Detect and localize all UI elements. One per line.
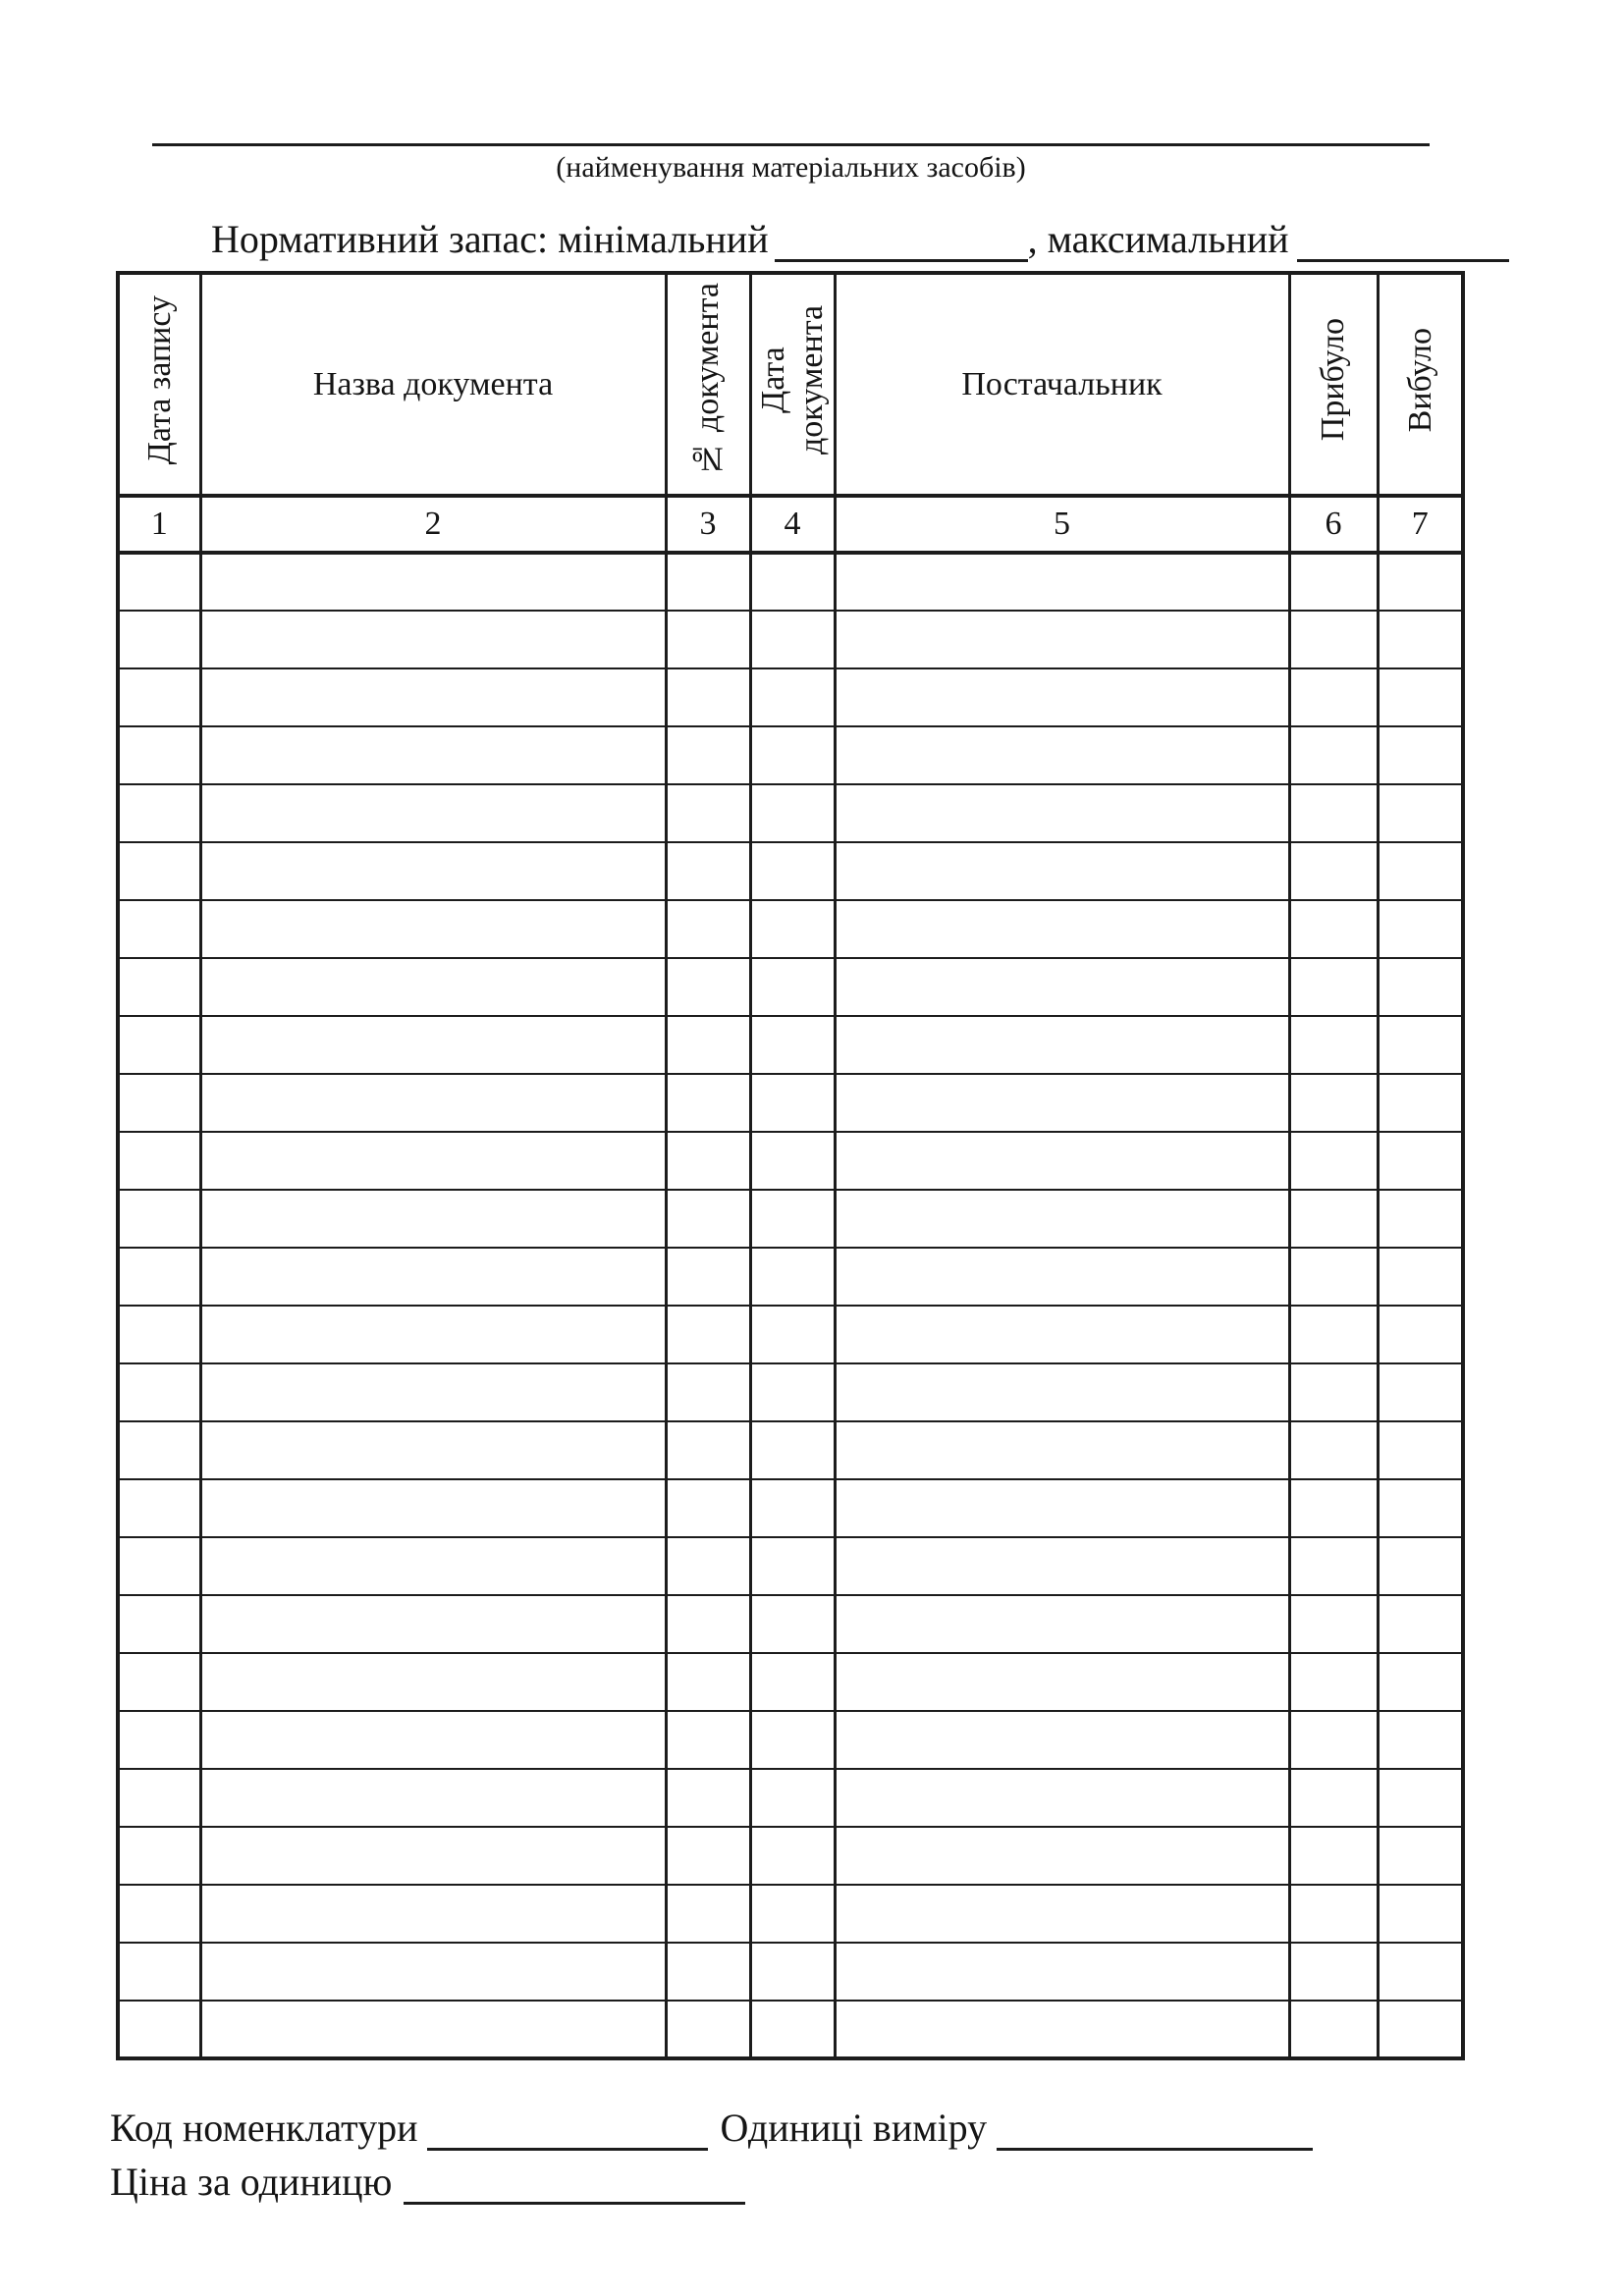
table-cell	[666, 2001, 750, 2058]
table-cell	[666, 1943, 750, 2001]
table-cell	[750, 1306, 835, 1363]
table-cell	[1378, 784, 1463, 842]
table-cell	[750, 1653, 835, 1711]
table-cell	[835, 1653, 1289, 1711]
table-cell	[200, 842, 666, 900]
table-cell	[835, 900, 1289, 958]
table-cell	[1289, 668, 1378, 726]
table-row	[118, 2001, 1463, 2058]
table-cell	[200, 1943, 666, 2001]
table-cell	[200, 1595, 666, 1653]
table-row	[118, 1132, 1463, 1190]
table-cell	[666, 1711, 750, 1769]
table-cell	[118, 1363, 200, 1421]
table-cell	[1378, 1827, 1463, 1885]
norm-min-label: Нормативний запас: мінімальний	[211, 217, 769, 261]
table-cell	[1289, 1248, 1378, 1306]
table-cell	[666, 900, 750, 958]
table-cell	[666, 1306, 750, 1363]
table-cell	[200, 1479, 666, 1537]
table-cell	[200, 1363, 666, 1421]
table-cell	[750, 611, 835, 668]
table-cell	[1289, 1537, 1378, 1595]
table-cell	[835, 1306, 1289, 1363]
table-cell	[666, 1132, 750, 1190]
table-cell	[750, 1190, 835, 1248]
table-cell	[666, 1074, 750, 1132]
nomenclature-code-blank	[427, 2109, 708, 2151]
table-cell	[835, 1943, 1289, 2001]
table-cell	[1289, 611, 1378, 668]
table-row	[118, 842, 1463, 900]
table-cell	[750, 1421, 835, 1479]
table-cell	[1378, 1190, 1463, 1248]
table-row	[118, 1421, 1463, 1479]
column-number: 3	[666, 496, 750, 553]
table-cell	[1289, 1479, 1378, 1537]
material-name-blank-line	[152, 120, 1430, 146]
column-number: 5	[835, 496, 1289, 553]
table-cell	[835, 1537, 1289, 1595]
table-cell	[750, 1595, 835, 1653]
table-cell	[200, 784, 666, 842]
table-cell	[200, 1769, 666, 1827]
table-row	[118, 1363, 1463, 1421]
col-header-supplier-label: Постачальник	[961, 365, 1163, 402]
table-cell	[666, 1653, 750, 1711]
table-cell	[118, 1074, 200, 1132]
table-row	[118, 1827, 1463, 1885]
table-cell	[666, 1537, 750, 1595]
table-cell	[750, 842, 835, 900]
table-cell	[118, 1769, 200, 1827]
units-blank	[997, 2109, 1313, 2151]
table-cell	[666, 726, 750, 784]
table-cell	[1378, 958, 1463, 1016]
table-cell	[835, 1132, 1289, 1190]
table-cell	[200, 1537, 666, 1595]
col-header-received	[1289, 273, 1378, 496]
table-cell	[835, 1421, 1289, 1479]
table-cell	[200, 1248, 666, 1306]
footer	[110, 2101, 1313, 2209]
table-cell	[118, 1537, 200, 1595]
table-cell	[1378, 1363, 1463, 1421]
table-cell	[1378, 1016, 1463, 1074]
table-cell	[750, 958, 835, 1016]
table-cell	[1289, 1711, 1378, 1769]
table-cell	[1378, 1711, 1463, 1769]
table-cell	[118, 1653, 200, 1711]
table-cell	[1378, 611, 1463, 668]
table-row	[118, 611, 1463, 668]
table-cell	[750, 668, 835, 726]
col-header-received-label: Прибуло	[1315, 318, 1352, 442]
table-cell	[750, 1479, 835, 1537]
table-row	[118, 900, 1463, 958]
table-cell	[200, 2001, 666, 2058]
table-cell	[666, 611, 750, 668]
column-number: 4	[750, 496, 835, 553]
table-cell	[1378, 1595, 1463, 1653]
norm-max-blank	[1297, 220, 1509, 262]
table-cell	[200, 1711, 666, 1769]
norm-min-blank	[775, 220, 1028, 262]
table-cell	[200, 1306, 666, 1363]
table-cell	[200, 1421, 666, 1479]
table-row	[118, 1190, 1463, 1248]
table-cell	[750, 1943, 835, 2001]
table-cell	[200, 1016, 666, 1074]
col-header-document-date	[750, 273, 835, 496]
table-cell	[1378, 900, 1463, 958]
table-cell	[835, 1885, 1289, 1943]
table-row	[118, 1885, 1463, 1943]
table-cell	[1289, 553, 1378, 611]
table-cell	[1289, 842, 1378, 900]
table-cell	[835, 1479, 1289, 1537]
table-cell	[1378, 1943, 1463, 2001]
table-row	[118, 1595, 1463, 1653]
table-cell	[666, 1421, 750, 1479]
col-header-document-number-label: № документа	[689, 283, 727, 477]
table-cell	[835, 1595, 1289, 1653]
footer-line-1	[110, 2101, 1313, 2155]
table-cell	[835, 2001, 1289, 2058]
table-row	[118, 784, 1463, 842]
table-cell	[118, 784, 200, 842]
table-cell	[666, 1016, 750, 1074]
table-cell	[750, 1248, 835, 1306]
table-cell	[1378, 1306, 1463, 1363]
table-cell	[666, 958, 750, 1016]
norm-stock-line	[211, 216, 1509, 263]
table-row	[118, 1711, 1463, 1769]
table-cell	[118, 1827, 200, 1885]
table-cell	[1289, 1769, 1378, 1827]
table-cell	[1378, 1537, 1463, 1595]
table-cell	[1289, 1653, 1378, 1711]
table-cell	[666, 1827, 750, 1885]
table-cell	[1378, 726, 1463, 784]
table-cell	[118, 553, 200, 611]
column-number-row	[118, 496, 1463, 553]
table-cell	[1289, 1074, 1378, 1132]
table-cell	[666, 1363, 750, 1421]
table-cell	[750, 1711, 835, 1769]
table-row	[118, 726, 1463, 784]
col-header-document-name-label: Назва документа	[312, 365, 554, 402]
table-cell	[118, 1479, 200, 1537]
table-cell	[1378, 1769, 1463, 1827]
table-cell	[200, 1827, 666, 1885]
table-cell	[666, 1190, 750, 1248]
table-cell	[118, 958, 200, 1016]
table-cell	[835, 842, 1289, 900]
table-cell	[666, 842, 750, 900]
table-cell	[1378, 842, 1463, 900]
table-cell	[118, 1132, 200, 1190]
table-cell	[118, 900, 200, 958]
table-cell	[666, 1769, 750, 1827]
table-cell	[666, 553, 750, 611]
table-cell	[1289, 1016, 1378, 1074]
table-cell	[750, 726, 835, 784]
table-cell	[666, 1479, 750, 1537]
table-cell	[118, 726, 200, 784]
column-number: 7	[1378, 496, 1463, 553]
table-cell	[835, 553, 1289, 611]
table-cell	[750, 1827, 835, 1885]
table-cell	[750, 1132, 835, 1190]
table-row	[118, 1769, 1463, 1827]
table-cell	[835, 726, 1289, 784]
table-cell	[835, 1827, 1289, 1885]
table-cell	[200, 1190, 666, 1248]
table-cell	[666, 1885, 750, 1943]
table-header-row	[118, 273, 1463, 496]
table-cell	[200, 1074, 666, 1132]
table-cell	[835, 1363, 1289, 1421]
table-cell	[1289, 1595, 1378, 1653]
table-cell	[750, 1885, 835, 1943]
table-cell	[118, 1711, 200, 1769]
table-row	[118, 668, 1463, 726]
table-cell	[666, 784, 750, 842]
table-cell	[200, 958, 666, 1016]
table-cell	[1289, 900, 1378, 958]
table-row	[118, 1074, 1463, 1132]
nomenclature-code-label: Код номенклатури	[110, 2106, 418, 2150]
table-cell	[200, 900, 666, 958]
table-cell	[1289, 1827, 1378, 1885]
register-table	[116, 271, 1465, 2060]
table-cell	[750, 1537, 835, 1595]
table-cell	[1289, 2001, 1378, 2058]
table-cell	[750, 1769, 835, 1827]
table-row	[118, 553, 1463, 611]
table-cell	[1378, 1421, 1463, 1479]
table-cell	[750, 2001, 835, 2058]
table-cell	[118, 1943, 200, 2001]
table-cell	[1289, 1421, 1378, 1479]
column-number: 6	[1289, 496, 1378, 553]
table-row	[118, 1479, 1463, 1537]
col-header-issued	[1378, 273, 1463, 496]
table-cell	[1378, 1653, 1463, 1711]
table-cell	[200, 668, 666, 726]
column-number: 2	[200, 496, 666, 553]
table-cell	[118, 1016, 200, 1074]
table-cell	[1378, 1479, 1463, 1537]
table-cell	[200, 553, 666, 611]
table-cell	[118, 1248, 200, 1306]
unit-price-blank	[404, 2163, 745, 2205]
table-cell	[835, 1016, 1289, 1074]
table-cell	[835, 784, 1289, 842]
table-cell	[118, 1306, 200, 1363]
footer-line-2	[110, 2155, 1313, 2209]
table-cell	[1378, 1248, 1463, 1306]
table-cell	[118, 1190, 200, 1248]
table-cell	[1378, 668, 1463, 726]
table-cell	[835, 1711, 1289, 1769]
table-cell	[1289, 784, 1378, 842]
table-cell	[835, 1074, 1289, 1132]
column-number: 1	[118, 496, 200, 553]
table-cell	[750, 784, 835, 842]
table-row	[118, 958, 1463, 1016]
col-header-document-date-label: Дата документа	[754, 304, 830, 455]
table-cell	[666, 1248, 750, 1306]
col-header-document-name	[200, 273, 666, 496]
table-cell	[750, 1363, 835, 1421]
table-cell	[1289, 726, 1378, 784]
table-cell	[1378, 553, 1463, 611]
table-body	[118, 553, 1463, 2058]
table-cell	[835, 958, 1289, 1016]
table-cell	[835, 1248, 1289, 1306]
table-cell	[1378, 1885, 1463, 1943]
table-cell	[200, 1132, 666, 1190]
col-header-record-date	[118, 273, 200, 496]
table-cell	[750, 900, 835, 958]
table-cell	[200, 1885, 666, 1943]
table-cell	[835, 1769, 1289, 1827]
norm-max-label: , максимальний	[1027, 217, 1289, 261]
table-cell	[666, 668, 750, 726]
col-header-record-date-label: Дата запису	[140, 294, 178, 465]
table-cell	[835, 668, 1289, 726]
table-cell	[1289, 958, 1378, 1016]
table-cell	[200, 1653, 666, 1711]
table-cell	[118, 2001, 200, 2058]
table-cell	[118, 1421, 200, 1479]
table-cell	[1289, 1132, 1378, 1190]
table-cell	[1378, 1132, 1463, 1190]
table-row	[118, 1306, 1463, 1363]
table-row	[118, 1537, 1463, 1595]
table-cell	[835, 1190, 1289, 1248]
table-cell	[1378, 2001, 1463, 2058]
table-cell	[750, 553, 835, 611]
table-cell	[835, 611, 1289, 668]
table-cell	[750, 1016, 835, 1074]
table-cell	[118, 1885, 200, 1943]
table-cell	[666, 1595, 750, 1653]
table-cell	[1378, 1074, 1463, 1132]
table-cell	[200, 611, 666, 668]
table-cell	[1289, 1363, 1378, 1421]
table-row	[118, 1653, 1463, 1711]
table-cell	[1289, 1943, 1378, 2001]
table-cell	[750, 1074, 835, 1132]
table-cell	[118, 611, 200, 668]
material-name-caption: (найменування матеріальних засобів)	[556, 151, 1026, 184]
table-cell	[118, 842, 200, 900]
col-header-supplier	[835, 273, 1289, 496]
units-label: Одиниці виміру	[720, 2106, 988, 2150]
table-cell	[1289, 1885, 1378, 1943]
table-cell	[200, 726, 666, 784]
table-row	[118, 1943, 1463, 2001]
table-cell	[118, 1595, 200, 1653]
table-row	[118, 1016, 1463, 1074]
col-header-document-number	[666, 273, 750, 496]
unit-price-label: Ціна за одиницю	[110, 2160, 393, 2204]
col-header-issued-label: Вибуло	[1401, 327, 1438, 433]
table-row	[118, 1248, 1463, 1306]
table-cell	[118, 668, 200, 726]
table-cell	[1289, 1306, 1378, 1363]
table-cell	[1289, 1190, 1378, 1248]
